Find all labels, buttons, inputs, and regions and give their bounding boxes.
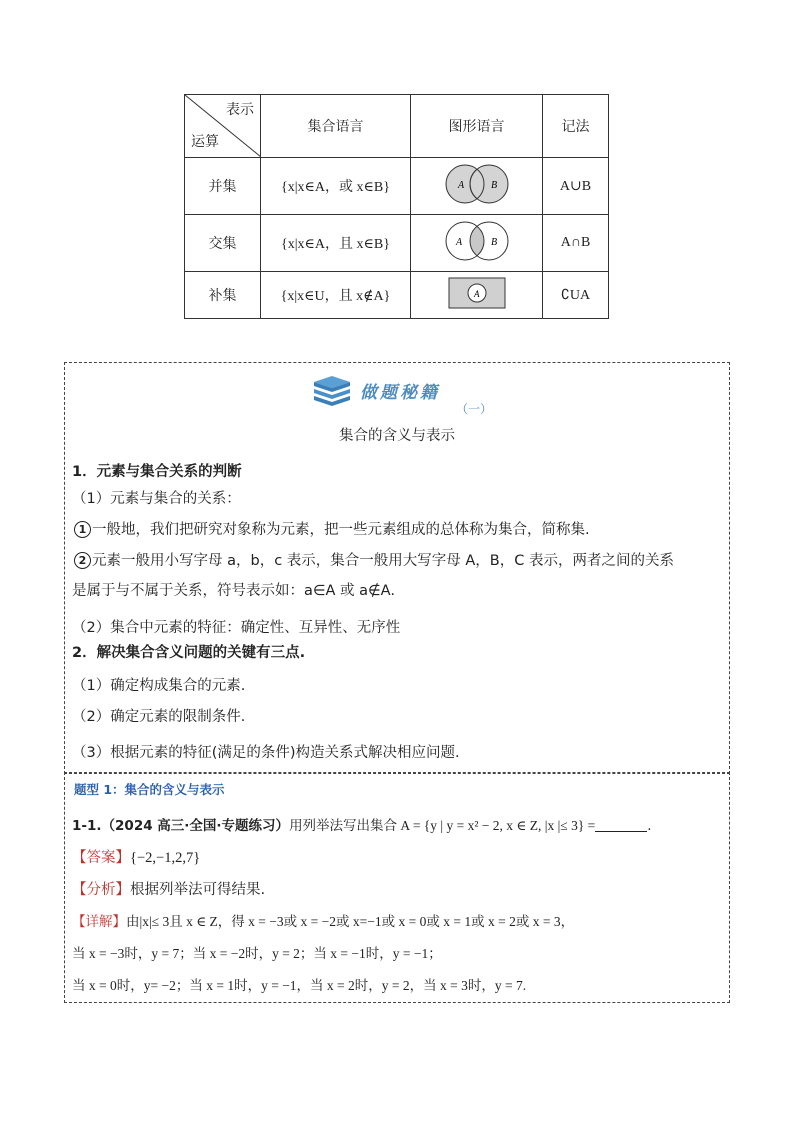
detail-tag: 【详解】 <box>72 914 126 930</box>
header-operation: 运算 <box>191 134 219 150</box>
header-notation: 记法 <box>543 95 609 158</box>
heading-1: 1．元素与集合关系的判断 <box>72 464 242 480</box>
line-p7: （3）根据元素的特征(满足的条件)构造关系式解决相应问题. <box>72 745 460 761</box>
banner-subtitle: （一） <box>456 402 493 416</box>
banner-title: 做题秘籍 <box>360 383 440 403</box>
box-divider <box>64 772 730 773</box>
line-p3b: 是属于与不属于关系，符号表示如：a∈A 或 a∉A. <box>72 583 395 599</box>
answer-tag: 【答案】 <box>72 850 130 866</box>
header-represent: 表示 <box>226 102 254 118</box>
question-text: 用列举法写出集合 A = {y | y = x² − 2, x ∈ Z, |x |≤ 3} = <box>289 818 596 833</box>
detail-line-3: 当 x = 0时，y= −2；当 x = 1时，y = −1，当 x = 2时，y = 2，当 x = 3时，y = 7. <box>72 978 527 993</box>
row-union-language: {x|x∈A，或 x∈B} <box>261 158 411 215</box>
section-title: 集合的含义与表示 <box>339 428 455 444</box>
row-union-name: 并集 <box>185 158 261 215</box>
answer-blank <box>595 817 647 832</box>
header-graphic-language: 图形语言 <box>411 95 543 158</box>
venn-complement <box>411 272 543 319</box>
row-complement-language: {x|x∈U，且 x∉A} <box>261 272 411 319</box>
row-union-notation: A∪B <box>543 158 609 215</box>
question-line <box>72 816 652 836</box>
row-intersection-name: 交集 <box>185 215 261 272</box>
row-complement-notation: ∁UA <box>543 272 609 319</box>
circled-number-1: 1 <box>74 521 91 538</box>
row-complement-name: 补集 <box>185 272 261 319</box>
line-p4: （2）集合中元素的特征：确定性、互异性、无序性 <box>72 620 401 636</box>
circled-number-2: 2 <box>74 552 91 569</box>
header-set-language: 集合语言 <box>261 95 411 158</box>
detail-line-1: 【详解】由|x|≤ 3且 x ∈ Z，得 x = −3或 x = −2或 x=−1或 x = 0或 x = 1或 x = 2或 x = 3， <box>72 914 575 930</box>
line-p2: 1 一般地，我们把研究对象称为元素，把一些元素组成的总体称为集合，简称集. <box>74 520 590 540</box>
venn-label-b: B <box>490 180 497 191</box>
answer-value: {−2,−1,2,7} <box>130 850 201 866</box>
venn-label-a: A <box>455 237 462 248</box>
heading-2: 2．解决集合含义问题的关键有三点. <box>72 645 306 661</box>
problem-type-label: 题型 1：集合的含义与表示 <box>74 782 225 797</box>
question-end: . <box>647 818 652 834</box>
tips-banner <box>312 374 492 414</box>
venn-intersection <box>411 215 543 272</box>
venn-union <box>411 158 543 215</box>
venn-label-a: A <box>457 180 464 191</box>
analysis-tag: 【分析】 <box>72 882 130 898</box>
line-p6: （2）确定元素的限制条件. <box>72 709 246 725</box>
books-icon <box>312 374 352 410</box>
detail-line-2: 当 x = −3时，y = 7；当 x = −2时，y = 2；当 x = −1时，y = −1； <box>72 946 442 961</box>
table-corner-header <box>185 95 261 158</box>
line-p3a: 2 元素一般用小写字母 a，b，c 表示，集合一般用大写字母 A，B，C 表示，两者之间的关系 <box>74 551 674 571</box>
row-intersection-language: {x|x∈A，且 x∈B} <box>261 215 411 272</box>
question-number: 1-1. <box>72 818 102 834</box>
venn-label-a: A <box>473 289 479 299</box>
answer-line <box>72 848 200 868</box>
line-p1: （1）元素与集合的关系： <box>72 491 241 507</box>
line-p5: （1）确定构成集合的元素. <box>72 678 246 694</box>
set-operations-table <box>184 94 609 319</box>
question-source: （2024 高三·全国·专题练习） <box>101 818 290 834</box>
row-intersection-notation: A∩B <box>543 215 609 272</box>
analysis-text: 根据列举法可得结果. <box>130 882 266 898</box>
venn-label-b: B <box>490 237 497 248</box>
analysis-line <box>72 880 265 900</box>
